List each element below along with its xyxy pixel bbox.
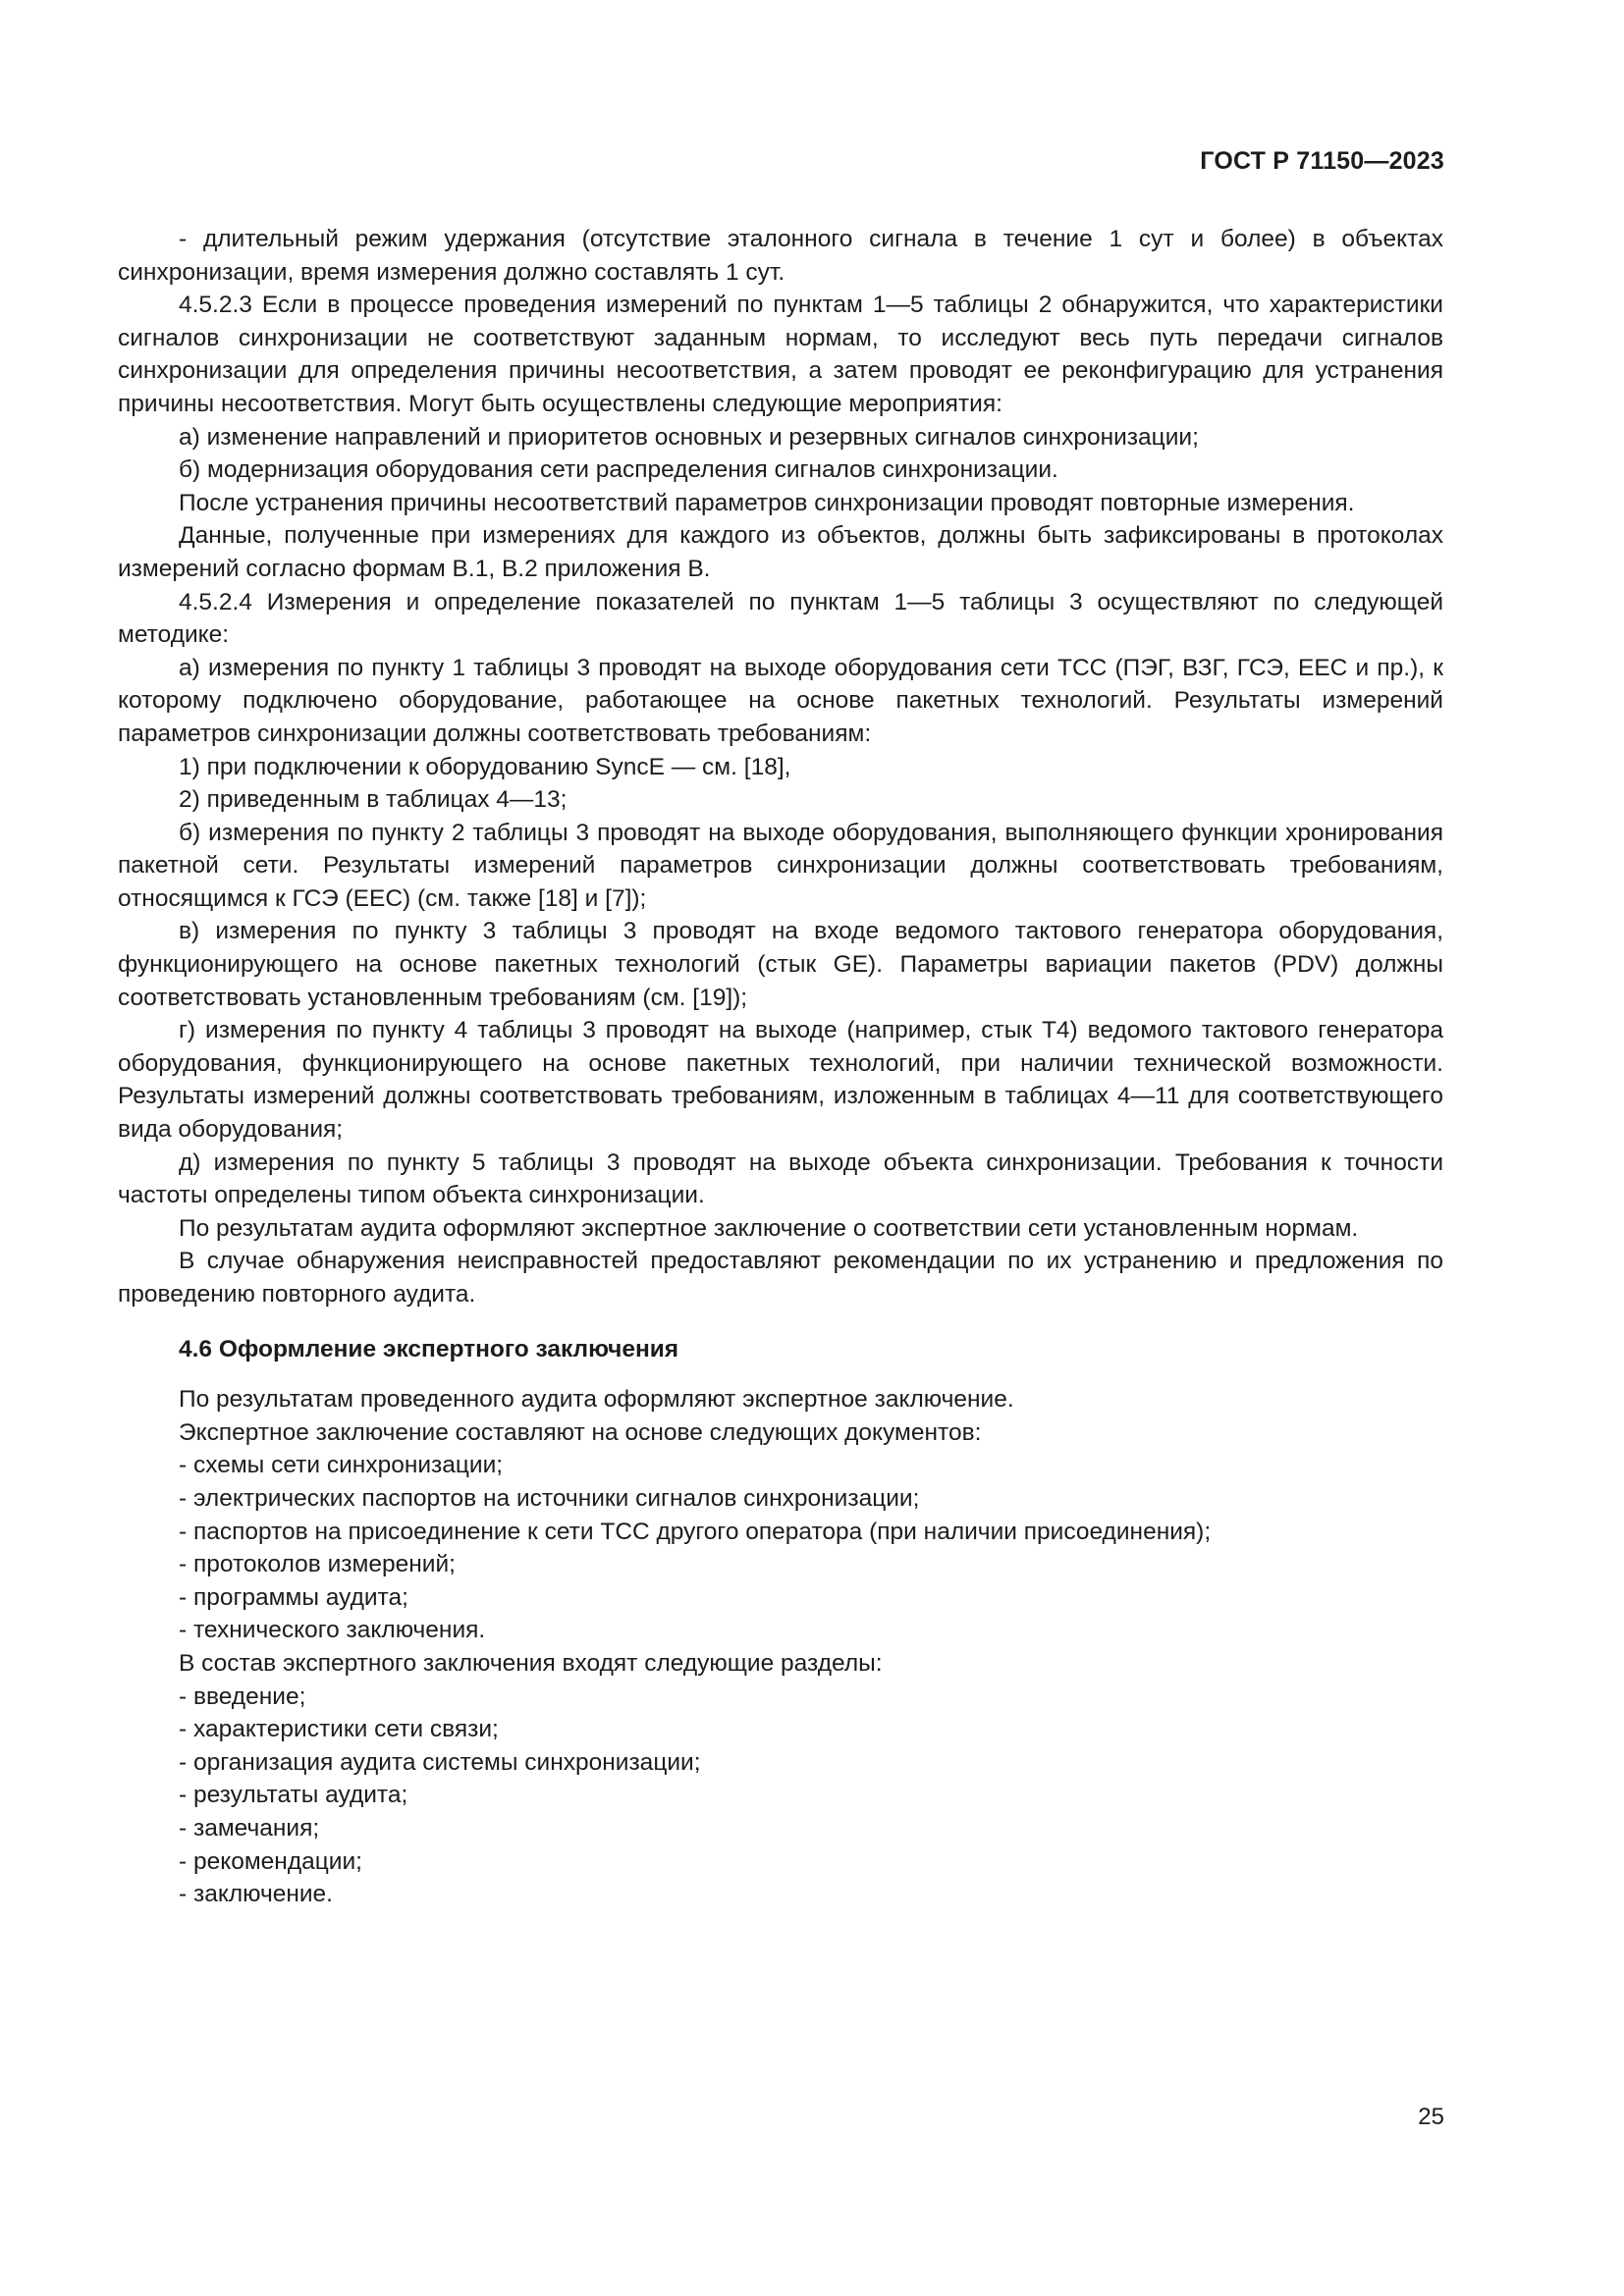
paragraph: В случае обнаружения неисправностей предоставляют рекомендации по их устранению и предложения по проведению повторного аудита. (118, 1248, 1443, 1308)
list-item: - рекомендации; (179, 1847, 362, 1875)
list-item: - результаты аудита; (179, 1782, 408, 1809)
paragraph: б) модернизация оборудования сети распределения сигналов синхронизации. (179, 456, 1058, 484)
document-code-header: ГОСТ Р 71150—2023 (1200, 147, 1444, 175)
paragraph: 1) при подключении к оборудованию SyncE — см. [18], (179, 753, 791, 780)
list-item: - паспортов на присоединение к сети ТСС другого оператора (при наличии присоединения); (179, 1518, 1212, 1545)
paragraphs-top (118, 223, 1443, 1311)
list-item: - заключение. (179, 1881, 333, 1908)
section-content (118, 1383, 1443, 1911)
paragraph: 2) приведенным в таблицах 4—13; (179, 786, 568, 814)
paragraph: в) измерения по пункту 3 таблицы 3 проводят на входе ведомого тактового генератора оборудования, функционирующего на основе пакетных технологий (стык GE). Параметры вариации пакетов (PDV) должны соответствовать установленным требованиям (см. [19]); (118, 918, 1443, 1011)
paragraph: а) измерения по пункту 1 таблицы 3 проводят на выходе оборудования сети ТСС (ПЭГ, ВЗГ, ГСЭ, ЕЕС и пр.), к которому подключено оборудование, работающее на основе пакетных технологий. Результаты измерений параметров синхронизации должны соответствовать требованиям: (118, 654, 1443, 747)
list-item: - программы аудита; (179, 1583, 408, 1611)
list-item: - протоколов измерений; (179, 1551, 456, 1578)
list-item: - организация аудита системы синхронизации; (179, 1748, 701, 1776)
section-line: По результатам проведенного аудита оформляют экспертное заключение. (179, 1386, 1014, 1414)
section-line: В состав экспертного заключения входят следующие разделы: (179, 1649, 883, 1677)
list-item: - введение; (179, 1682, 306, 1710)
paragraph: - длительный режим удержания (отсутствие эталонного сигнала в течение 1 сут и более) в объектах синхронизации, время измерения должно составлять 1 сут. (118, 226, 1443, 286)
list-item: - схемы сети синхронизации; (179, 1452, 504, 1479)
section-line: Экспертное заключение составляют на основе следующих документов: (179, 1418, 982, 1446)
list-item: - электрических паспортов на источники сигналов синхронизации; (179, 1484, 920, 1512)
list-item: - технического заключения. (179, 1617, 486, 1644)
list-item: - характеристики сети связи; (179, 1716, 499, 1743)
list-item: - замечания; (179, 1814, 320, 1842)
paragraph: а) изменение направлений и приоритетов основных и резервных сигналов синхронизации; (179, 423, 1199, 451)
paragraph: После устранения причины несоответствий параметров синхронизации проводят повторные измерения. (179, 489, 1355, 516)
paragraph: г) измерения по пункту 4 таблицы 3 проводят на выходе (например, стык Т4) ведомого тактового генератора оборудования, функционирующего на основе пакетных технологий, при наличии технической возможности. Результаты измерений должны соответствовать требованиям, изложенным в таблицах 4—11 для соответствующего вида оборудования; (118, 1017, 1443, 1144)
paragraph: По результатам аудита оформляют экспертное заключение о соответствии сети установленным нормам. (179, 1214, 1359, 1242)
page-number: 25 (1418, 2104, 1444, 2130)
paragraph: б) измерения по пункту 2 таблицы 3 проводят на выходе оборудования, выполняющего функции хронирования пакетной сети. Результаты измерений параметров синхронизации должны соответствовать требованиям, относящимся к ГСЭ (ЕЕС) (см. также [18] и [7]); (118, 819, 1443, 912)
paragraph: 4.5.2.4 Измерения и определение показателей по пунктам 1—5 таблицы 3 осуществляют по следующей методике: (118, 588, 1443, 649)
section-heading: 4.6 Оформление экспертного заключения (179, 1335, 679, 1362)
paragraph: Данные, полученные при измерениях для каждого из объектов, должны быть зафиксированы в протоколах измерений согласно формам В.1, В.2 приложения В. (118, 522, 1443, 582)
paragraph: 4.5.2.3 Если в процессе проведения измерений по пунктам 1—5 таблицы 2 обнаружится, что характеристики сигналов синхронизации не соответствуют заданным нормам, то исследуют весь путь передачи сигналов синхронизации для определения причины несоответствия, а затем проводят ее реконфигурацию для устранения причины несоответствия. Могут быть осуществлены следующие мероприятия: (118, 292, 1443, 417)
paragraph: д) измерения по пункту 5 таблицы 3 проводят на выходе объекта синхронизации. Требования к точности частоты определены типом объекта синхронизации. (118, 1148, 1443, 1209)
document-body (118, 223, 1443, 1911)
